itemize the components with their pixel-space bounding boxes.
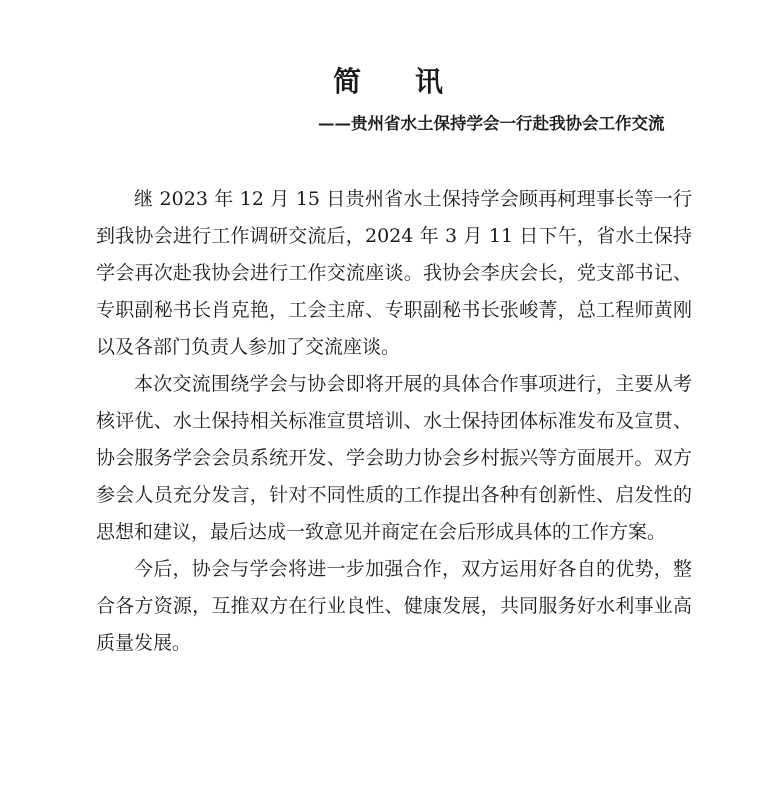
paragraph-3: 今后，协会与学会将进一步加强合作，双方运用好各自的优势，整合各方资源，互推双方在行业良性、健康发展，共同服务好水利事业高质量发展。 xyxy=(96,558,692,654)
paragraph-1: 继 2023 年 12 月 15 日贵州省水土保持学会顾再柯理事长等一行到我协会进行工作调研交流后，2024 年 3 月 11 日下午，省水土保持学会再次赴我协会进行工作交流座谈。我协会李庆会长，党支部书记、专职副秘书长肖克艳，工会主席、专职副秘书长张峻菁，总工程师黄刚以及各部门负责人参加了交流座谈。 xyxy=(96,188,692,358)
document-title: 简 讯 xyxy=(333,65,465,98)
document-body xyxy=(96,181,692,662)
paragraph-2: 本次交流围绕学会与协会即将开展的具体合作事项进行，主要从考核评优、水土保持相关标准宣贯培训、水土保持团体标准发布及宣贯、协会服务学会会员系统开发、学会助力协会乡村振兴等方面展开。双方参会人员充分发言，针对不同性质的工作提出各种有创新性、启发性的思想和建议，最后达成一致意见并商定在会后形成具体的工作方案。 xyxy=(96,373,692,543)
document-subtitle: ——贵州省水土保持学会一行赴我协会工作交流 xyxy=(318,114,665,133)
